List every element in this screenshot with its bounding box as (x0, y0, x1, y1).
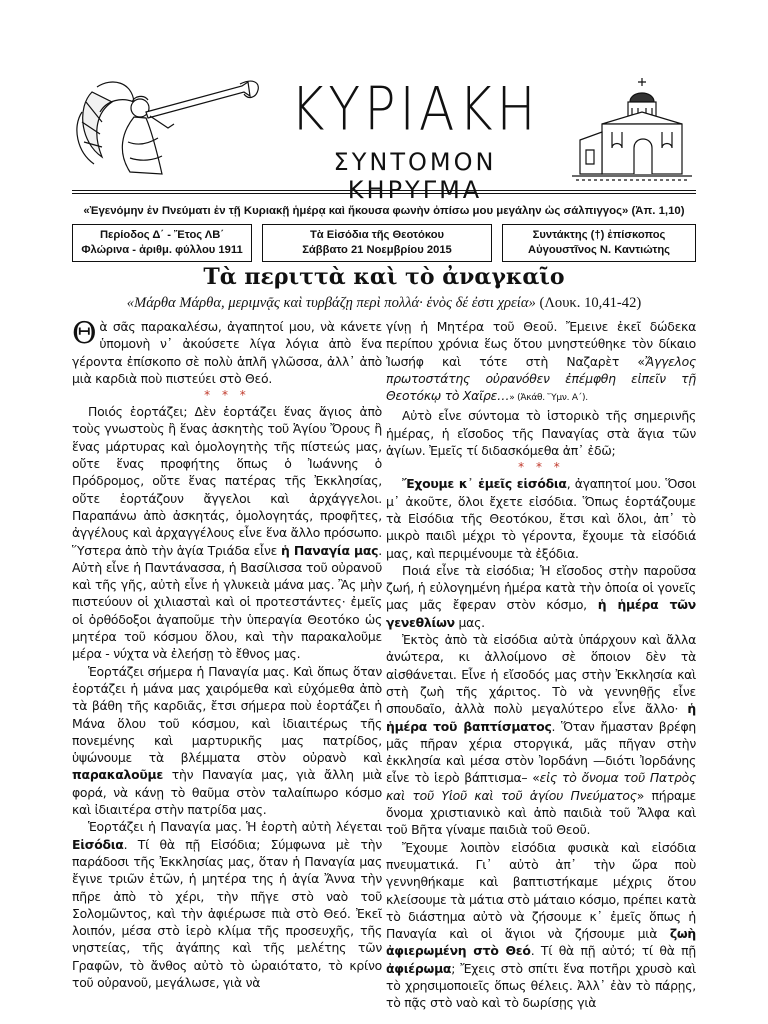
info-period (72, 224, 252, 262)
paragraph-text: Ἐκτὸς ἀπὸ τὰ εἰσόδια αὐτὰ ὑπάρχουν καὶ ἄλλα ἀνώτερα, κι ἀλλοίμονο σὲ ὅποιον δὲν τὰ αἰσθάνεται. Εἶνε ἡ εἴσοδός μας στὴν Ἐκκλησία καὶ στὴ ζωὴ τῆς χάριτος. Τὸ νὰ γεννηθῇς εἶνε σπουδαῖο, ἀλλὰ πολὺ μεγαλύτερο εἶνε ἄλλο· (386, 632, 696, 717)
paragraph-text: . Ὅταν ἤμασταν βρέφη μᾶς πῆραν χέρια στοργικά, μᾶς πῆγαν στὴν ἐκκλησία καὶ μέσα στὸν Ἰορδάνη —διότι Ἰορδάνης εἶνε τὸ ἱερὸ βάπτισμα– « (386, 718, 696, 786)
info-author-line2: Αὐγουστῖνος Ν. Καντιώτης (528, 244, 670, 256)
article-headline: Τὰ περιττὰ καὶ τὸ ἀναγκαῖο (203, 264, 565, 290)
paragraph-text: γίνῃ ἡ Μητέρα τοῦ Θεοῦ. Ἔμεινε ἐκεῖ δώδεκα περίπου χρόνια ἕως ὅτου μνηστεύθηκε τὸν δίκαιο Ἰωσήφ καὶ τότε στὴ Ναζαρὲτ « (386, 319, 696, 369)
trumpet-angel-illustration (72, 72, 262, 184)
emphasis-text: ἡ ἡμέρα τῶν γενεθλίων (386, 597, 696, 630)
masthead-subtitle: ΣΥΝΤΟΜΟΝ ΚΗΡΥΓΜΑ (333, 148, 497, 204)
article-subline (72, 295, 696, 312)
italic-quote: Ἄγγελος πρωτοστάτης οὐρανόθεν ἐπέμφθη εἰπεῖν τῇ Θεοτόκῳ τὸ Χαῖρε… (386, 353, 696, 404)
paragraph-text: μας. (458, 614, 485, 630)
masthead (72, 72, 692, 204)
section-divider: * * * (518, 460, 564, 475)
paragraph-text: » πήραμε ὄνομα χριστιανικὸ καὶ ἀπὸ παιδιὰ τοῦ Ἄλφα καὶ τοῦ Βῆτα γίναμε παιδιὰ τοῦ Θεοῦ. (386, 787, 696, 838)
emphasis-text: ἡ Παναγία μας (281, 542, 379, 558)
info-feast-line2: Σάββατο 21 Νοεμβρίου 2015 (302, 244, 452, 256)
emphasis-text: ζωὴ ἀφιερωμένη στὸ Θεό (386, 926, 696, 959)
info-period-line1: Περίοδος Δ΄ - Ἔτος ΛΒ΄ (99, 229, 225, 241)
paragraph-text: ὰ σᾶς παρακαλέσω, ἀγαπητοί μου, νὰ κάνετε ὑπομονὴ ν᾽ ἀκούσετε λίγα λόγια ἀπὸ ἕνα γέροντα ἐπίσκοπο σὲ πολὺ ἁπλῆ γλῶσσα, ἀλλ᾽ ἀπὸ μιὰ καρδιὰ ποὺ πιστεύει στὸ Θεό. (72, 319, 382, 386)
top-rule-thin (72, 193, 696, 194)
citation: » (Ἀκάθ. Ὕμν. Α΄). (509, 393, 588, 404)
paragraph-text: . Αὐτὴ εἶνε ἡ Παντάνασσα, ἡ Βασίλισσα τοῦ οὐρανοῦ καὶ τῆς γῆς, αὐτὴ εἶνε ἡ γλυκειὰ μάνα μας. Ἂς μὴν πιστεύουν οἱ χιλιαστ‍αὶ καὶ οἱ προτεστάντες· ἐμεῖς οἱ ὀρθόδοξοι ἀγαποῦμε τὴν ὑπεραγία Θεοτόκο ὡς μητέρα τοῦ κόσμου ὅλου, καὶ τὴν παρακαλοῦμε μέρα - νύχτα νὰ ἐλεήσῃ τὸ ἔθνος μας. (72, 542, 382, 662)
paragraph-text: Ἑορτάζει σήμερα ἡ Παναγία μας. Καὶ ὅπως ὅταν ἑορτάζει ἡ μάνα μας χαιρόμεθα καὶ εὐχόμεθα ἀπὸ τὰ βάθη τῆς καρδιᾶς, ἔτσι σήμερα ποὺ ἑορτάζει ἡ Μάνα ὅλου τοῦ κόσμου, καὶ ἰδιαιτέρως τῆς πονεμένης καὶ μαρτυρικῆς μας πατρίδος, ὑψώνουμε τὰ βλέμματα στὸν οὐρανὸ καὶ (72, 663, 382, 766)
info-author (502, 224, 696, 262)
drop-cap: Θ (72, 316, 97, 351)
top-rule (72, 190, 696, 191)
emphasis-text: ἡ ἡμέρα τοῦ βαπτίσματος (386, 701, 696, 734)
article-column-left (72, 318, 382, 991)
paragraph (72, 318, 382, 387)
subline-quote: «Μάρθα Μάρθα, μεριμνᾷς καὶ τυρβάζῃ περὶ πολλά· ἑνὸς δέ ἐστι χρεία» (126, 295, 536, 311)
paragraph (72, 818, 382, 991)
paragraph-text: Ποιός ἑορτάζει; Δὲν ἑορτάζει ἕνας ἅγιος ἀπὸ τοὺς γνωστοὺς ἢ ἕνας ἀσκητὴς τοῦ Ἁγίου Ὄρους ἢ ἕνας μάρτυρας καὶ ὁμολογητὴς τῆς πίστεώς μας, οὔτε ἕνας προφήτης ὅπως ὁ Ἰωάννης ὁ Πρόδρομος, οὔτε ἕνας πατέρας τῆς Ἐκκλησίας, οὔτε ἑορτάζουν ἄγγελοι καὶ ἀρχάγγελοι. Παραπάνω ἀπὸ ἀσκητάς, ὁμολογητάς, προφῆτες, ἀγγέλους καὶ ἀρχαγγέλους εἶνε ἕνα ἄλλο πρόσωπο. Ὕστερα ἀπὸ τὴν ἁγία Τριάδα εἶνε (72, 404, 382, 558)
paragraph (386, 407, 696, 459)
masthead-title: ΚΥΡΙΑΚΗ (290, 75, 540, 145)
paragraph-text: . Τί θὰ πῇ Εἰσόδια; Σύμφωνα μὲ τὴν παράδοσι τῆς Ἐκκλησίας μας, ὅταν ἡ Παναγία μας ἔγινε τριῶν ἐτῶν, ἡ μητέρα της ἡ ἁγία Ἄννα τὴν πῆρε ἀπὸ τὸ χέρι, τὴν πῆγε στὸ ναὸ τοῦ Σολομῶντος, καὶ τὴν ἀφιέρωσε πιὰ στὸ Θεό. Ἐκεῖ λοιπόν, μέσα στὸ ἱερὸ κλίμα τῆς προσευχῆς, τῆς νηστείας, τῆς ἀγάπης καὶ τῆς μελέτης τῶν Γραφῶν, τὸ ἄνθος αὐτὸ τὸ ὡραιότατο, τὸ κρίνο τοῦ οὐρανοῦ, μεγάλωσε, γιὰ νὰ (72, 836, 382, 990)
info-author-line1: Συντάκτης (†) ἐπίσκοπος (532, 229, 666, 241)
paragraph (72, 403, 382, 662)
paragraph-text: ; Ἔχεις στὸ σπίτι ἕνα ποτῆρι χρυσὸ καὶ τὸ χρησιμοποιεῖς ὅπως θέλεις. Ἀλλ᾽ ἐὰν τὸ πάρῃς, τὸ πᾷς στὸ ναὸ καὶ τὸ δωρίσῃς γιὰ (386, 960, 696, 1011)
info-feast-line1: Τὰ Εἰσόδια τῆς Θεοτόκου (309, 229, 445, 241)
paragraph-text: Ποιά εἶνε τὰ εἰσόδια; Ἡ εἴσοδος στὴν παροῦσα ζωή, ἡ εὐλογημένη ἡμέρα κατὰ τὴν ὁποία οἱ γονεῖς μας μᾶς ἔφεραν στὸν κόσμο, (386, 562, 696, 613)
subline-reference: (Λουκ. 10,41-42) (539, 295, 642, 311)
paragraph (386, 562, 696, 631)
paragraph (386, 318, 696, 407)
emphasis-text: ἀφιέρωμα (386, 960, 452, 976)
paragraph-text: Ἔχουμε λοιπὸν εἰσόδια φυσικὰ καὶ εἰσόδια πνευματικά. Γι᾽ αὐτὸ ἀπ᾽ τὴν ὥρα ποὺ γεννηθήκαμε καὶ βαπτιστήκαμε μέχρις ὅτου κλείσουμε τὰ μάτια στὸ μάταιο κόσμο, πρέπει κατὰ τὸ διάστημα αὐτὸ νὰ ζήσουμε κ᾽ ἐμεῖς ὅπως ἡ Παναγία καὶ οἱ ἅγιοι νὰ ζήσουμε μιὰ (386, 839, 696, 942)
info-feast (262, 224, 492, 262)
paragraph-text: Αὐτὸ εἶνε σύντομα τὸ ἱστορικὸ τῆς σημερινῆς ἡμέρας, ἡ εἴσοδος τῆς Παναγίας στὰ ἅγια τῶν ἁγίων. Ἐμεῖς τί διδασκόμεθα ἀπ᾽ ἐδῶ; (386, 408, 696, 459)
emphasis-text: παρακαλοῦμε (72, 767, 163, 783)
paragraph-text: , ἀγαπητοί μου. Ὅσοι μ᾽ ἀκοῦτε, ὅλοι ἔχετε εἰσόδια. Ὅπως ἑορτάζουμε τὰ Εἰσόδια τῆς Θεοτόκου, ἔτσι καὶ ὅλοι, ἀπ᾽ τὸ μικρὸ παιδὶ μέχρι τὸ γέροντα, ἔχουμε τὰ εἰσόδιά μας, καὶ περιμένουμε τὰ ἐξόδια. (386, 476, 696, 561)
paragraph-text: Ἑορτάζει ἡ Παναγία μας. Ἡ ἑορτὴ αὐτὴ λέγεται (88, 819, 382, 835)
paragraph (72, 663, 382, 819)
italic-quote: εἰς τὸ ὄνομα τοῦ Πατρὸς καὶ τοῦ Υἱοῦ καὶ τοῦ ἁγίου Πνεύματος (386, 770, 697, 803)
paragraph (386, 631, 696, 839)
emphasis-text: Εἰσόδια (72, 836, 124, 852)
epigraph: «Ἐγενόμην ἐν Πνεύματι ἐν τῇ Κυριακῇ ἡμέρᾳ καὶ ἤκουσα φωνὴν ὀπίσω μου μεγάλην ὡς σάλπιγγος» (Ἀπ. 1,10) (83, 205, 685, 217)
section-divider: * * * (204, 388, 250, 403)
paragraph-text: τὴν Παναγία μας, γιὰ ἄλλη μιὰ φορά, νὰ κάνῃ τὸ θαῦμα στὸν ταλαίπωρο κόσμο καὶ ἰδιαιτέρα στὴν πατρίδα μας. (72, 767, 382, 818)
paragraph (386, 475, 696, 561)
paragraph (386, 839, 696, 1012)
paragraph-text: . Τί θὰ πῇ αὐτό; τί θὰ πῇ (530, 943, 696, 959)
church-illustration (572, 72, 692, 184)
emphasis-text: Ἔχουμε κ᾽ ἐμεῖς εἰσόδια (402, 476, 567, 492)
info-period-line2: Φλώρινα - ἀριθμ. φύλλου 1911 (81, 244, 243, 256)
article-column-right (386, 318, 696, 1012)
